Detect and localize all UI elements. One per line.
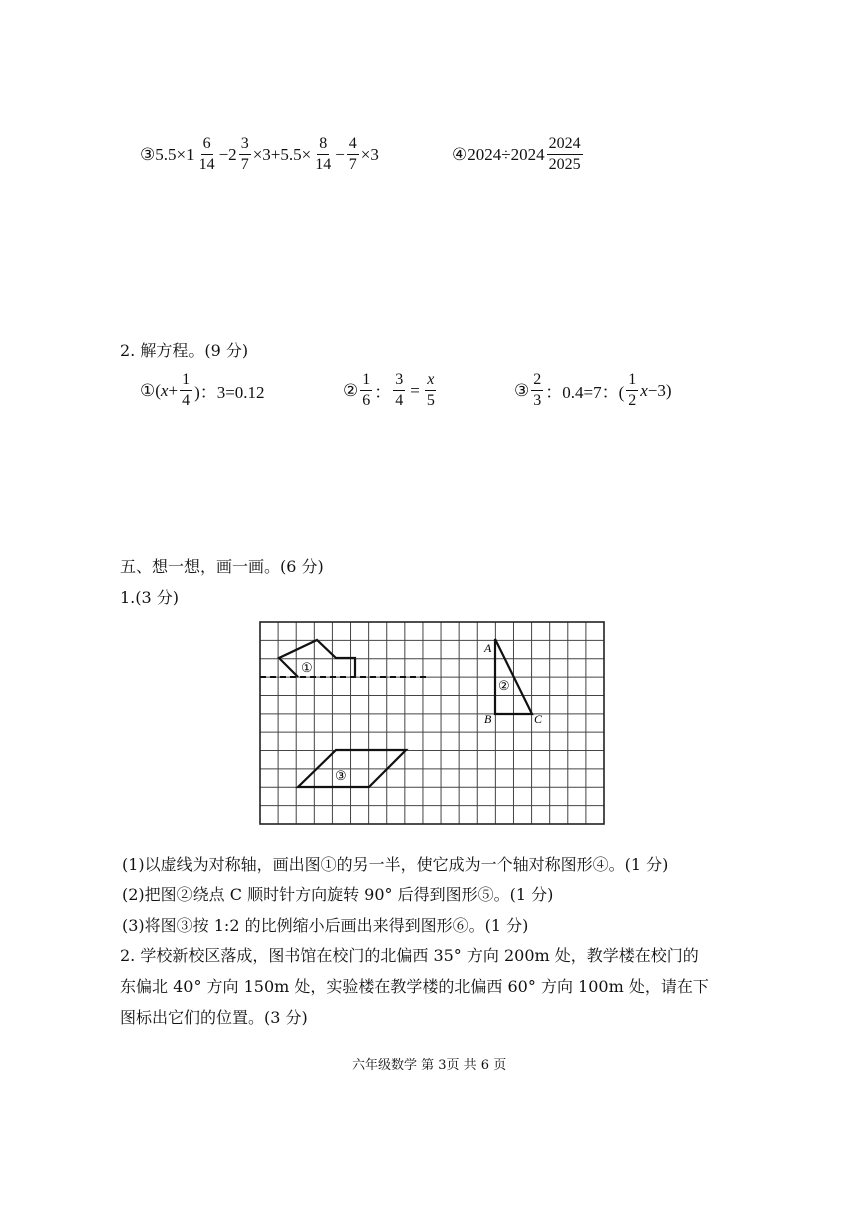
fraction: $\frac{4}{7}$: [348, 135, 357, 173]
fraction: $\frac{1}{6}$: [362, 371, 371, 409]
equation-3: [514, 372, 672, 409]
expr-part: −: [335, 144, 345, 164]
operator: +: [168, 380, 179, 400]
problem-mark: ③: [140, 144, 156, 164]
point-a-label: A: [484, 641, 492, 655]
operator: =: [410, 380, 420, 400]
section-5-heading: 五、想一想，画一画。(6 分): [120, 557, 324, 576]
figure-2-label: ②: [498, 678, 510, 693]
equations-heading: 2. 解方程。(9 分): [120, 341, 249, 360]
problem-mark: ①: [140, 380, 156, 400]
sub-question-1: (1)以虚线为对称轴，画出图①的另一半，使它成为一个轴对称图形④。(1 分): [122, 855, 669, 874]
question-2-line-2: 东偏北 40° 方向 150m 处，实验楼在教学楼的北偏西 60° 方向 100m 处，请在下: [120, 977, 709, 996]
question-2-line-1: 2. 学校新校区落成，图书馆在校门的北偏西 35° 方向 200m 处，教学楼在校门的: [120, 946, 699, 965]
equation-2: [343, 372, 439, 409]
equation-1: [140, 372, 265, 409]
sub-question-2: (2)把图②绕点 C 顺时针方向旋转 90° 后得到图形⑤。(1 分): [122, 885, 554, 904]
fraction: $\frac{x}{5}$: [426, 371, 435, 409]
problem-mark: ④: [452, 144, 468, 164]
operator: ：: [374, 383, 392, 402]
sub-question-3: (3)将图③按 1:2 的比例缩小后画出来得到图形⑥。(1 分): [122, 916, 529, 935]
expr-part: 5.5×1: [155, 144, 195, 164]
grid-figure: [258, 620, 606, 826]
grid-lines: [260, 622, 604, 824]
figure-3-label: ③: [335, 768, 347, 783]
question-2-line-3: 图标出它们的位置。(3 分): [120, 1008, 308, 1027]
calc-problem-3: [140, 136, 379, 173]
paren: (: [155, 380, 161, 400]
fraction: $\frac{6}{14}$: [198, 135, 215, 173]
question-1-label: 1.(3 分): [120, 588, 180, 607]
problem-mark: ③: [514, 380, 530, 400]
expr-part: −3): [647, 380, 672, 400]
expr-part: 2024÷2024: [467, 144, 545, 164]
fraction: $\frac{1}{4}$: [182, 371, 191, 409]
fraction: $\frac{1}{2}$: [628, 371, 637, 409]
point-b-label: B: [484, 712, 492, 726]
point-c-label: C: [534, 712, 543, 726]
expr-part: −2: [218, 144, 237, 164]
fraction: $\frac{8}{14}$: [315, 135, 332, 173]
expr-part: ×3+5.5×: [252, 144, 312, 164]
variable: x: [640, 380, 648, 400]
figure-1-label: ①: [301, 660, 313, 675]
page-footer: 六年级数学 第 3页 共 6 页: [352, 1058, 507, 1073]
fraction: $\frac{2}{3}$: [533, 371, 542, 409]
fraction: $\frac{2024}{2025}$: [548, 135, 581, 173]
calc-problem-4: [452, 136, 585, 173]
variable: x: [160, 380, 169, 400]
fraction: $\frac{3}{7}$: [240, 135, 249, 173]
problem-mark: ②: [343, 380, 359, 400]
expr-part: ×3: [360, 144, 379, 164]
expr-part: )：3=0.12: [194, 383, 265, 402]
grid-border: [260, 622, 604, 824]
fraction: $\frac{3}{4}$: [395, 371, 404, 409]
expr-part: ：0.4=7：(: [545, 383, 625, 402]
